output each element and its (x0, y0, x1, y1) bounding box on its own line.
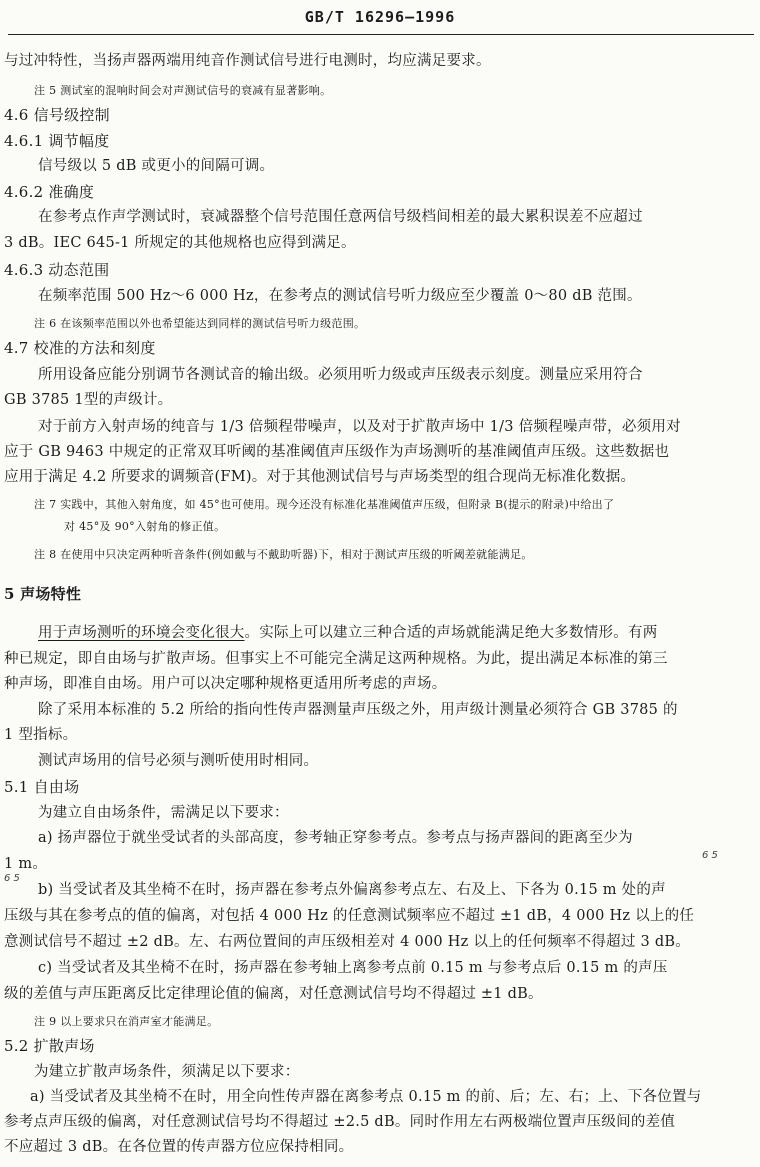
text-5-1-intro: 为建立自由场条件，需满足以下要求： (38, 805, 289, 821)
heading-4-7: 4.7 校准的方法和刻度 (4, 339, 156, 357)
heading-4-6-3: 4.6.3 动态范围 (4, 261, 110, 279)
heading-4-6-2: 4.6.2 准确度 (4, 183, 95, 201)
heading-5: 5 声场特性 (4, 585, 82, 603)
text-5-p2-line1: 除了采用本标准的 5.2 所给的指向性传声器测量声压级之外，用声级计测量必须符合 GB 3785 的 (38, 702, 678, 718)
text-5-p3: 测试声场用的信号必须与测听使用时相同。 (38, 753, 319, 769)
text-5-1-a-line1: a) 扬声器位于就坐受试者的头部高度，参考轴正穿参考点。参考点与扬声器间的距离至少为 (38, 830, 633, 846)
note-6: 注 6 在该频率范围以外也希望能达到同样的测试信号听力级范围。 (34, 317, 366, 330)
note-7-line1: 注 7 实践中，其他入射角度，如 45°也可使用。现今还没有标准化基准阈值声压级，但附录 B(提示的附录)中给出了 (34, 498, 615, 511)
text-4-7-p2-line1: 对于前方入射声场的纯音与 1/3 倍频程带噪声，以及对于扩散声场中 1/3 倍频程噪声带，必须用对 (38, 419, 681, 435)
text-5-p1-line3: 种声场，即准自由场。用户可以决定哪种规格更适用所考虑的声场。 (4, 676, 447, 692)
text-5-2-a-line3: 不应超过 3 dB。在各位置的传声器方位应保持相同。 (4, 1139, 354, 1155)
text-4-6-3: 在频率范围 500 Hz～6 000 Hz，在参考点的测试信号听力级应至少覆盖 0～80 dB 范围。 (38, 288, 642, 304)
text-4-7-p1-line2: GB 3785 1型的声级计。 (4, 392, 173, 408)
header-rule (8, 34, 754, 35)
note-8: 注 8 在使用中只决定两种听音条件(例如戴与不戴助听器)下，相对于测试声压级的听阈差就能满足。 (34, 548, 533, 561)
note-9: 注 9 以上要求只在消声室才能满足。 (34, 1015, 219, 1028)
text-5-p1-line1 (38, 626, 658, 641)
text-4-7-p2-line3: 应用于满足 4.2 所要求的调频音(FM)。对于其他测试信号与声场类型的组合现尚无标准化数据。 (4, 469, 636, 485)
text-4-7-p1-line1: 所用设备应能分别调节各测试音的输出级。必须用听力级或声压级表示刻度。测量应采用符合 (38, 367, 643, 383)
handwritten-mark-left: 6 5 (4, 873, 20, 884)
heading-5-1: 5.1 自由场 (4, 778, 80, 796)
text-5-1-c-line1: c) 当受试者及其坐椅不在时，扬声器在参考轴上离参考点前 0.15 m 与参考点后 0.15 m 的声压 (38, 960, 668, 976)
intro-line: 与过冲特性，当扬声器两端用纯音作测试信号进行电测时，均应满足要求。 (4, 53, 491, 69)
heading-4-6: 4.6 信号级控制 (4, 106, 110, 124)
text-4-6-1: 信号级以 5 dB 或更小的间隔可调。 (38, 158, 275, 174)
text-5-1-a-line2: 1 m。 (4, 856, 48, 872)
heading-5-2: 5.2 扩散声场 (4, 1037, 95, 1055)
text-4-6-2-line2: 3 dB。IEC 645-1 所规定的其他规格也应得到满足。 (4, 235, 356, 251)
text-4-6-2-line1: 在参考点作声学测试时，衰减器整个信号范围任意两信号级档间相差的最大累积误差不应超过 (38, 209, 643, 225)
text-5-p2-line2: 1 型指标。 (4, 727, 78, 743)
page-header-standard-code: GB/T 16296—1996 (304, 8, 456, 26)
text-5-2-intro: 为建立扩散声场条件，须满足以下要求： (34, 1064, 300, 1080)
text-5-2-a-line1: a) 当受试者及其坐椅不在时，用全向性传声器在离参考点 0.15 m 的前、后；左、右；上、下各位置与 (30, 1089, 702, 1105)
text-5-1-b-line3: 意测试信号不超过 ±2 dB。左、右两位置间的声压级相差对 4 000 Hz 以上的任何频率不得超过 3 dB。 (4, 934, 691, 950)
handwritten-mark-right: 6 5 (702, 850, 718, 861)
text-5-p1-line1-rest: 。实际上可以建立三种合适的声场就能满足绝大多数情形。有两 (244, 625, 658, 641)
heading-4-6-1: 4.6.1 调节幅度 (4, 132, 110, 150)
text-5-1-b-line2: 压级与其在参考点的值的偏离，对包括 4 000 Hz 的任意测试频率应不超过 ±1 dB，4 000 Hz 以上的任 (4, 908, 695, 924)
text-5-1-b-line1: b) 当受试者及其坐椅不在时，扬声器在参考点外偏离参考点左、右及上、下各为 0.15 m 处的声 (38, 882, 666, 898)
note-5: 注 5 测试室的混响时间会对声测试信号的衰减有显著影响。 (34, 84, 332, 97)
note-7-line2: 对 45°及 90°入射角的修正值。 (64, 520, 226, 533)
text-5-2-a-line2: 参考点声压级的偏离，对任意测试信号均不得超过 ±2.5 dB。同时作用左右两极端位置声压级间的差值 (4, 1114, 676, 1130)
text-5-p1-line2: 种已规定，即自由场与扩散声场。但事实上不可能完全满足这两种规格。为此，提出满足本标准的第三 (4, 651, 668, 667)
text-4-7-p2-line2: 应于 GB 9463 中规定的正常双耳听阈的基准阈值声压级作为声场测听的基准阈值声压级。这些数据也 (4, 444, 670, 460)
text-5-1-c-line2: 级的差值与声压距离反比定律理论值的偏离，对任意测试信号均不得超过 ±1 dB。 (4, 986, 543, 1002)
underlined-phrase: 用于声场测听的环境会变化很大 (38, 625, 245, 641)
